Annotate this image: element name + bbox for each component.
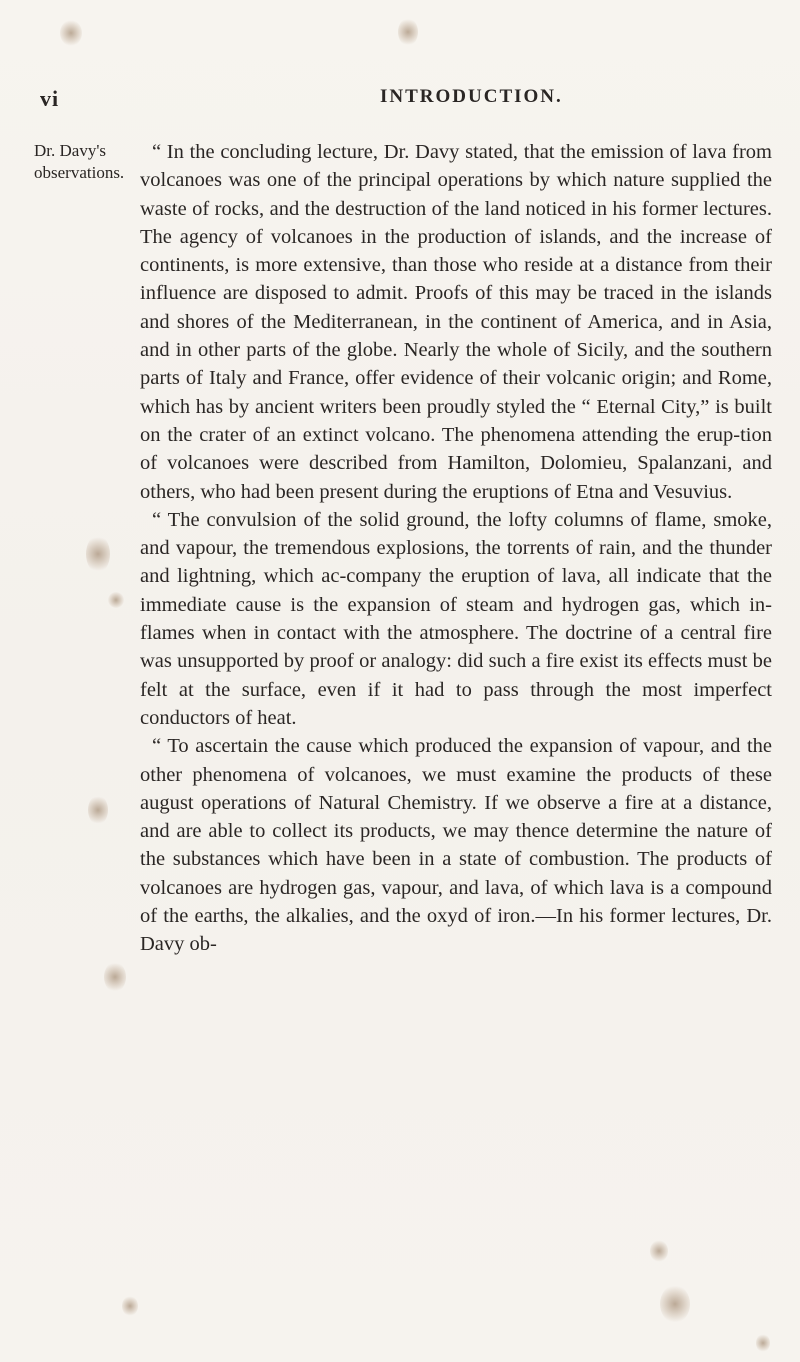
paragraph: “ The convulsion of the solid ground, the lofty columns of flame, smoke, and vapour, the tremendous explosions, the torrents of rain, and the thunder and lightning, which ac-company the eruption of lava, all indicate that the immediate cause is the expansion of steam and hydrogen gas, which in-flames when in contact with the atmosphere. The doctrine of a central fire was unsupported by proof or analogy: did such a fire exist its effects must be felt at the surface, even if it had to pass through the most imperfect conductors of heat. [140,508,772,729]
paragraph: “ To ascertain the cause which produced the expansion of vapour, and the other phenomena of volcanoes, we must examine the products of these august operations of Natural Chemistry. If we observe a fire at a distance, and are able to collect its products, we may thence determine the nature of the substances which have been in a state of combustion. The products of volcanoes are hydrogen gas, vapour, and lava, of which lava is a compound of the earths, the alkalies, and the oxyd of iron.—In his former lectures, Dr. Davy ob- [140,735,772,956]
foxing-spot [122,1296,138,1316]
foxing-spot [86,535,110,573]
margin-note-line: observations. [34,163,125,182]
foxing-spot [60,20,82,46]
paragraph: “ In the concluding lecture, Dr. Davy stated, that the emission of lava from volcanoes was one of the principal operations by which nature supplied the waste of rocks, and the destruction of the land noticed in his former lectures. The agency of volcanoes in the production of islands, and the increase of continents, is more extensive, than those who reside at a distance from their influence are disposed to admit. Proofs of this may be traced in the islands and shores of the Mediterranean, in the continent of America, and in Asia, and in other parts of the globe. Nearly the whole of Sicily, and the southern parts of Italy and France, offer evidence of their volcanic origin; and Rome, which has by ancient writers been proudly styled the “ Eternal City,” is built on the crater of an extinct volcano. The phenomena attending the erup-tion of volcanoes were described from Hamilton, Dolomieu, Spalanzani, and others, who had been present during the eruptions of Etna and Vesuvius. [140,141,772,503]
running-title: INTRODUCTION. [380,86,563,107]
page-number: vi [40,86,60,111]
foxing-spot [108,592,124,608]
foxing-spot [660,1285,690,1323]
foxing-spot [104,962,126,992]
foxing-spot [88,795,108,825]
foxing-spot [650,1240,668,1262]
body-text [140,138,772,959]
margin-note-line: Dr. Davy's [34,141,107,160]
foxing-spot [756,1334,770,1352]
running-head [0,86,800,116]
margin-note [34,140,130,184]
foxing-spot [398,18,418,46]
